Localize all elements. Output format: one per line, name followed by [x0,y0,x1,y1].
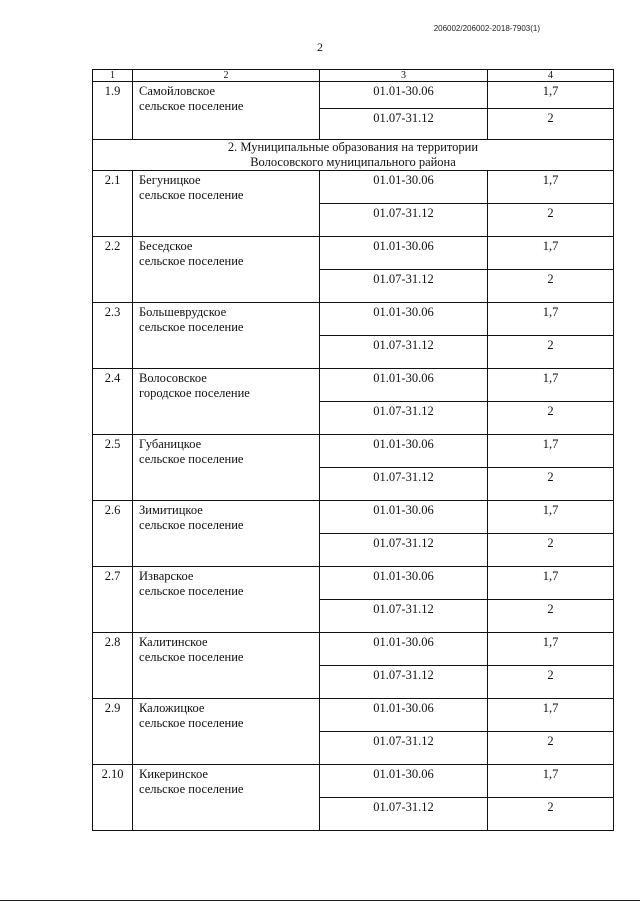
settlement-type-line: сельское поселение [139,99,244,113]
settlement-name [133,765,320,831]
settlement-name [133,369,320,435]
settlement-name-line: Волосовское [139,371,207,385]
table-row [93,303,614,336]
period-cell: 01.07-31.12 [320,402,488,435]
period-cell: 01.07-31.12 [320,109,488,140]
value-cell: 1,7 [488,699,614,732]
period-cell: 01.07-31.12 [320,204,488,237]
value-cell: 1,7 [488,633,614,666]
table-row [93,171,614,204]
period-cell: 01.01-30.06 [320,82,488,109]
value-cell: 2 [488,534,614,567]
value-cell: 1,7 [488,501,614,534]
period-cell: 01.07-31.12 [320,600,488,633]
section-row [93,140,614,171]
settlement-name [133,435,320,501]
period-cell: 01.01-30.06 [320,699,488,732]
table-row [93,82,614,109]
period-cell: 01.07-31.12 [320,666,488,699]
row-number: 1.9 [93,82,133,140]
value-cell: 2 [488,468,614,501]
settlement-name [133,567,320,633]
table-row [93,567,614,600]
page-number: 2 [317,40,323,54]
settlement-name [133,501,320,567]
value-cell: 2 [488,336,614,369]
settlement-name-line: Большеврудское [139,305,227,319]
table-row [93,501,614,534]
settlement-type-line: сельское поселение [139,650,244,664]
settlement-name-line: Кикеринское [139,767,208,781]
value-cell: 2 [488,109,614,140]
bottom-rule [0,900,640,901]
settlement-name [133,237,320,303]
settlement-name [133,633,320,699]
value-cell: 1,7 [488,171,614,204]
table-row [93,237,614,270]
table-row [93,765,614,798]
value-cell: 1,7 [488,765,614,798]
settlement-name [133,82,320,140]
value-cell: 1,7 [488,567,614,600]
section-title-line: 2. Муниципальные образования на территории [227,140,479,154]
value-cell: 1,7 [488,82,614,109]
period-cell: 01.01-30.06 [320,567,488,600]
settlement-type-line: сельское поселение [139,320,244,334]
settlement-type-line: сельское поселение [139,782,244,796]
row-number: 2.9 [93,699,133,765]
period-cell: 01.01-30.06 [320,171,488,204]
settlement-type-line: сельское поселение [139,716,244,730]
column-number: 4 [488,70,614,82]
section-title [93,140,614,171]
period-cell: 01.01-30.06 [320,633,488,666]
settlement-name-line: Бегуницкое [139,173,201,187]
value-cell: 2 [488,270,614,303]
table-row [93,699,614,732]
row-number: 2.6 [93,501,133,567]
column-number: 3 [320,70,488,82]
table-row [93,633,614,666]
period-cell: 01.07-31.12 [320,468,488,501]
settlement-type-line: сельское поселение [139,254,244,268]
row-number: 2.8 [93,633,133,699]
settlement-name [133,699,320,765]
row-number: 2.1 [93,171,133,237]
period-cell: 01.07-31.12 [320,798,488,831]
tariff-table [92,69,614,831]
settlement-name-line: Губаницкое [139,437,202,451]
value-cell: 1,7 [488,303,614,336]
value-cell: 2 [488,666,614,699]
settlement-name-line: Калитинское [139,635,208,649]
value-cell: 2 [488,204,614,237]
settlement-name [133,303,320,369]
settlement-name-line: Беседское [139,239,193,253]
period-cell: 01.01-30.06 [320,501,488,534]
table-row [93,435,614,468]
settlement-name-line: Зимитицкое [139,503,203,517]
value-cell: 1,7 [488,435,614,468]
value-cell: 2 [488,798,614,831]
value-cell: 2 [488,402,614,435]
settlement-type-line: сельское поселение [139,188,244,202]
row-number: 2.4 [93,369,133,435]
period-cell: 01.01-30.06 [320,303,488,336]
settlement-type-line: сельское поселение [139,518,244,532]
table-row [93,369,614,402]
value-cell: 2 [488,732,614,765]
settlement-type-line: городское поселение [139,386,250,400]
column-number-row [93,70,614,82]
column-number: 1 [93,70,133,82]
period-cell: 01.01-30.06 [320,435,488,468]
period-cell: 01.01-30.06 [320,369,488,402]
settlement-name-line: Изварское [139,569,194,583]
period-cell: 01.07-31.12 [320,270,488,303]
settlement-type-line: сельское поселение [139,452,244,466]
settlement-name-line: Самойловское [139,84,215,98]
value-cell: 1,7 [488,237,614,270]
document-id: 206002/206002-2018-7903(1) [433,24,540,33]
period-cell: 01.01-30.06 [320,237,488,270]
period-cell: 01.01-30.06 [320,765,488,798]
row-number: 2.10 [93,765,133,831]
row-number: 2.5 [93,435,133,501]
row-number: 2.2 [93,237,133,303]
section-title-line: Волосовского муниципального района [250,155,456,169]
row-number: 2.3 [93,303,133,369]
period-cell: 01.07-31.12 [320,336,488,369]
period-cell: 01.07-31.12 [320,534,488,567]
settlement-type-line: сельское поселение [139,584,244,598]
settlement-name-line: Каложицкое [139,701,205,715]
value-cell: 1,7 [488,369,614,402]
column-number: 2 [133,70,320,82]
value-cell: 2 [488,600,614,633]
settlement-name [133,171,320,237]
period-cell: 01.07-31.12 [320,732,488,765]
row-number: 2.7 [93,567,133,633]
